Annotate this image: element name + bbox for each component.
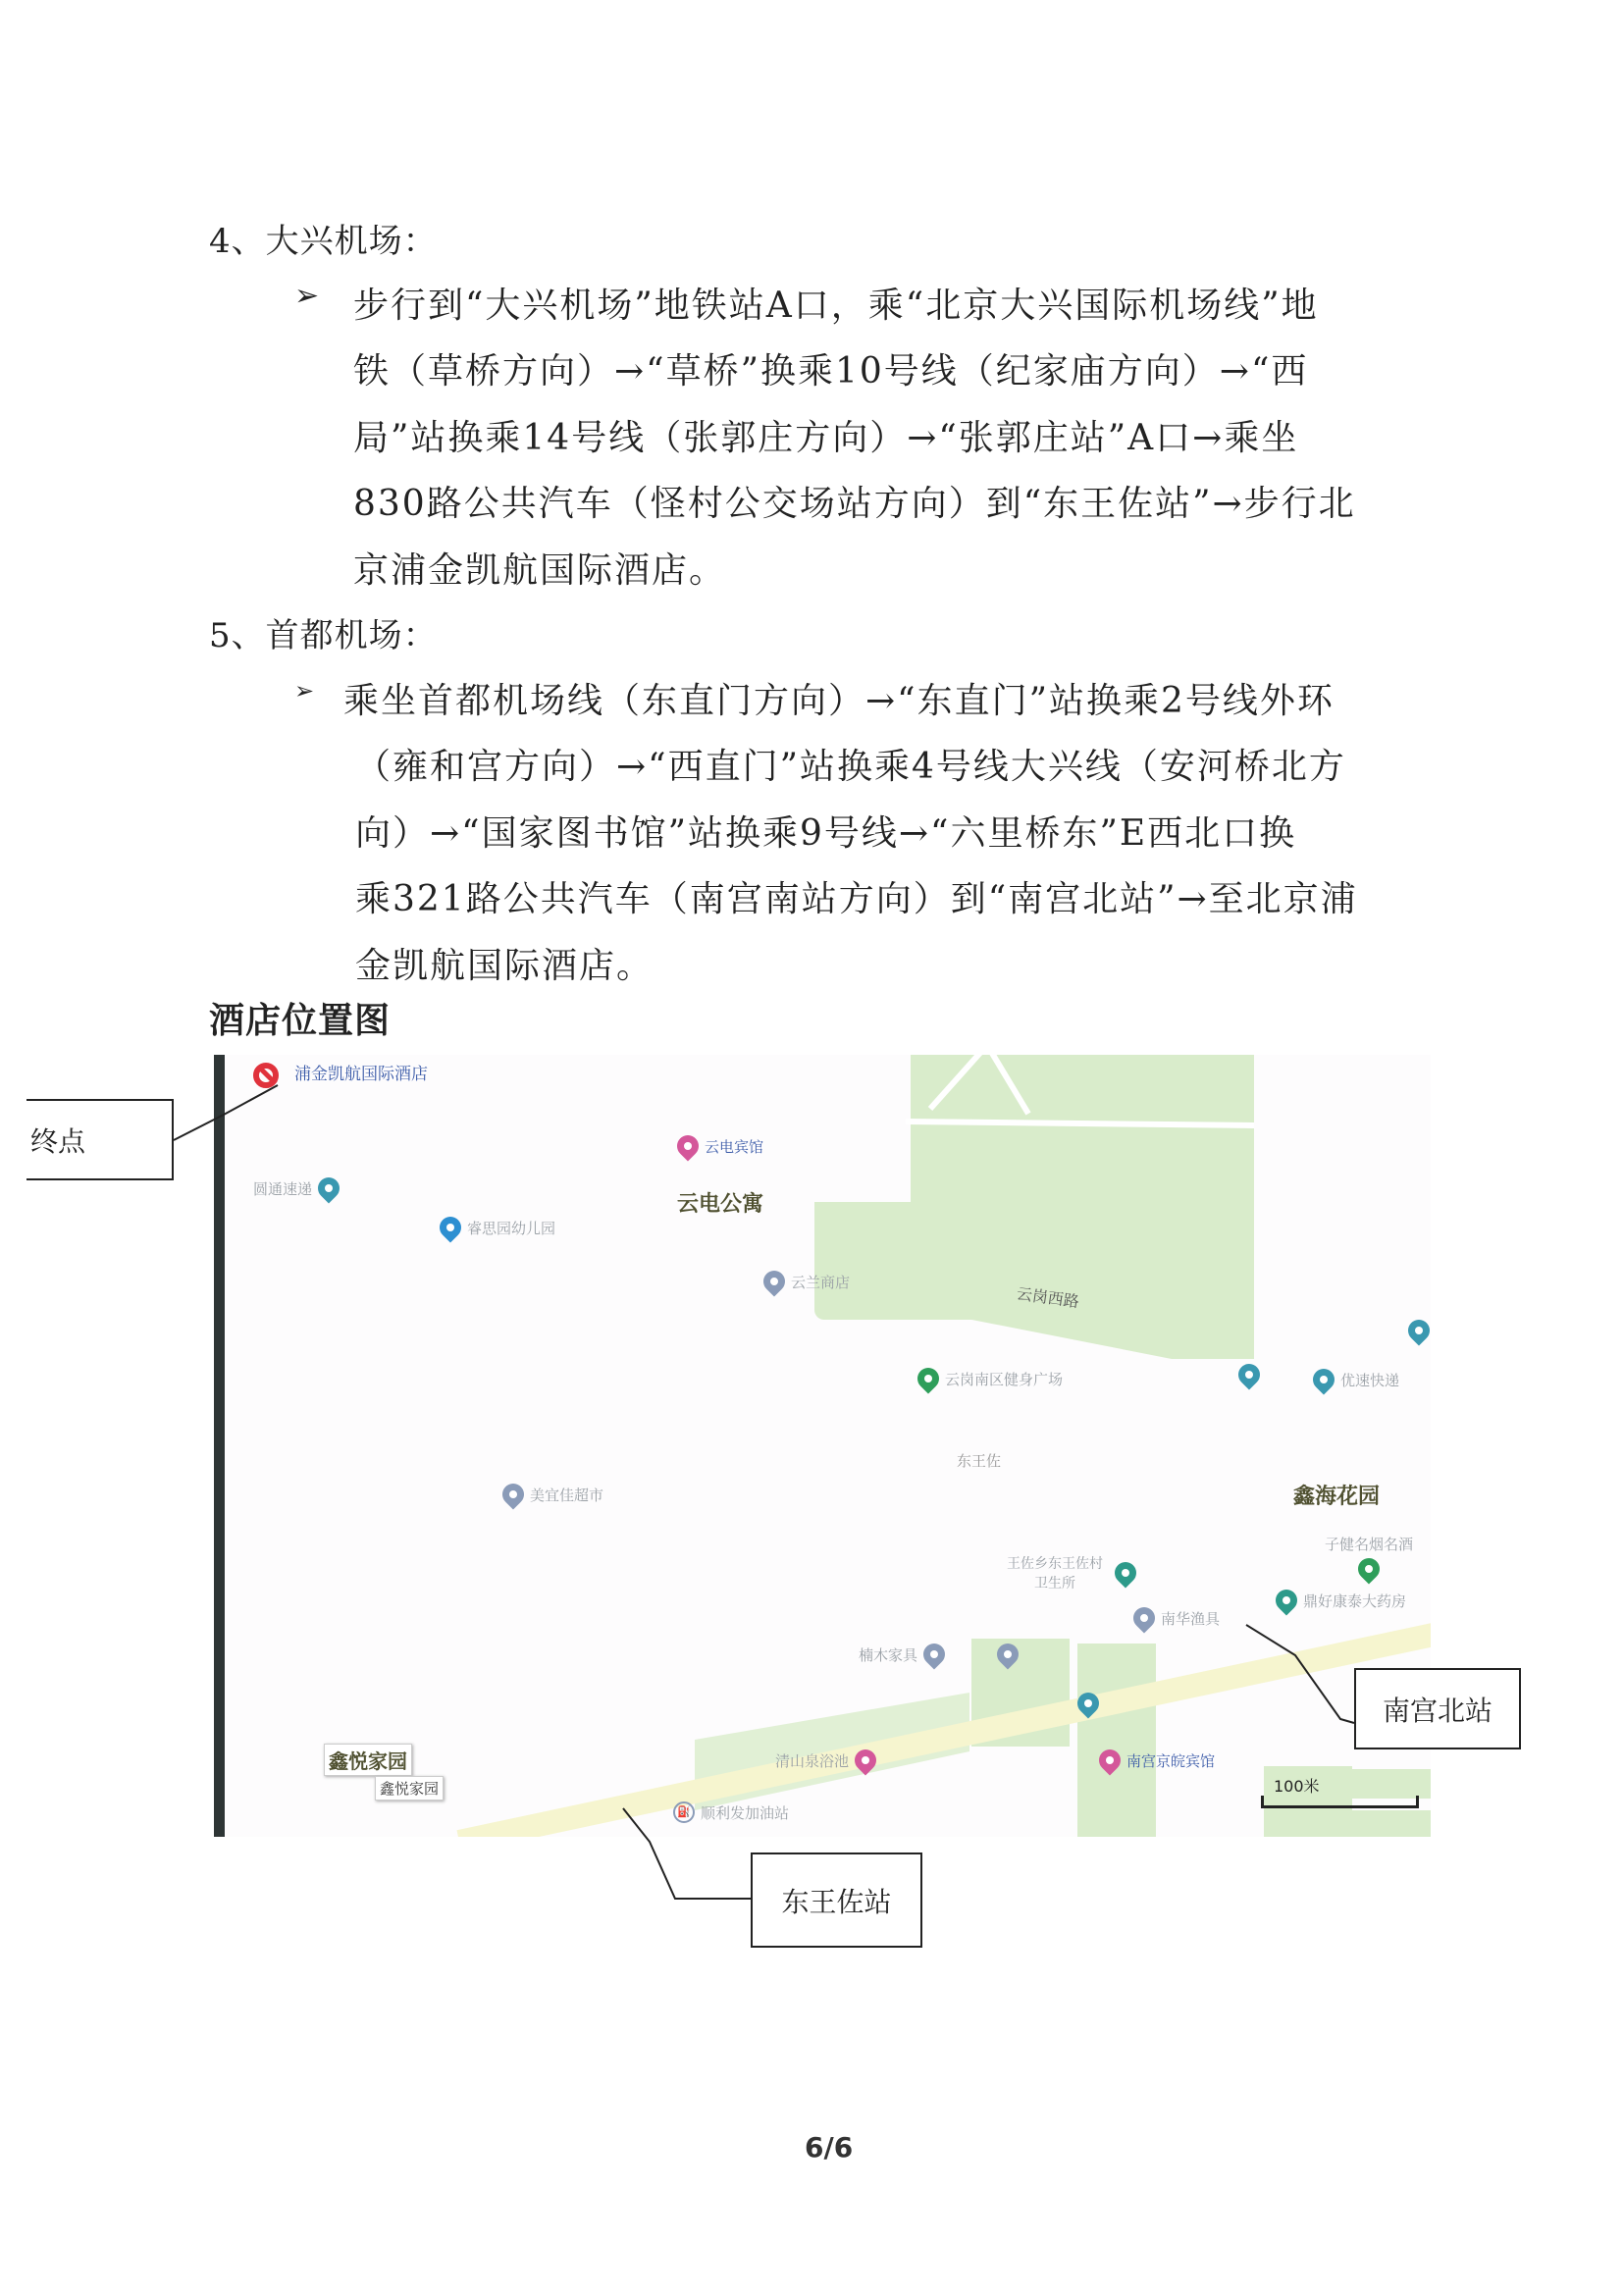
hotel-label: 浦金凯航国际酒店: [294, 1065, 428, 1084]
shop-pin-icon: [759, 1266, 789, 1296]
area-tag-xinyue: 鑫悦家园: [324, 1744, 412, 1776]
poi-nanhua-tackle[interactable]: 南华渔具: [1133, 1607, 1220, 1629]
hotel-pin-icon: [672, 1130, 703, 1161]
map-section-title: 酒店位置图: [209, 1001, 392, 1041]
poi-yto-express[interactable]: 圆通速递: [253, 1177, 340, 1199]
poi-clinic[interactable]: 王佐乡东王佐村卫生所: [1001, 1553, 1187, 1592]
clinic-pin-icon: [1110, 1557, 1140, 1588]
park-area: [1264, 1810, 1431, 1837]
callout-end-point: 终点: [26, 1099, 174, 1180]
park-area: [1077, 1644, 1156, 1837]
hotel-location-map: [214, 1055, 1431, 1837]
area-tag-xinyue-small: 鑫悦家园: [375, 1776, 444, 1800]
area-label-yundian: 云电公寓: [677, 1192, 764, 1217]
arrow-bullet-icon: ➢: [294, 677, 315, 704]
destination-marker-icon[interactable]: [253, 1063, 279, 1088]
poi-nangong-hotel[interactable]: 南宫京皖宾馆: [1099, 1749, 1215, 1771]
courier-pin-icon: [1308, 1364, 1338, 1394]
poi-yousu-express[interactable]: 优速快递: [1313, 1369, 1399, 1390]
road-label-yungang-west: 云岗西路: [1015, 1283, 1080, 1312]
park-area: [1352, 1769, 1431, 1799]
poi-restroom[interactable]: [997, 1644, 1019, 1665]
poi-gas-station[interactable]: ⛽ 顺利发加油站: [673, 1801, 789, 1823]
hotel-pin-icon: [1094, 1745, 1125, 1775]
shop-pin-icon: [1128, 1602, 1159, 1633]
paragraph-line: 金凯航国际酒店。: [355, 946, 654, 986]
poi-bathhouse[interactable]: 清山泉浴池: [775, 1749, 876, 1771]
paragraph-line: 局”站换乘14号线（张郭庄方向）→“张郭庄站”A口→乘坐: [353, 418, 1299, 458]
section-heading-capital: 5、首都机场：: [209, 616, 438, 655]
map-scale-bar: [1261, 1796, 1419, 1808]
poi-kindergarten[interactable]: 睿思园幼儿园: [440, 1217, 555, 1238]
callout-dongwangzuo-station: 东王佐站: [751, 1852, 922, 1948]
pharmacy-pin-icon: [1271, 1585, 1301, 1615]
poi-liquor[interactable]: 子健名烟名酒: [1325, 1534, 1413, 1580]
callout-nangong-north-station: 南宫北站: [1354, 1668, 1521, 1749]
poi-yunlan-shop[interactable]: 云兰商店: [763, 1271, 850, 1292]
section-heading-daxing: 4、大兴机场：: [209, 222, 438, 261]
paragraph-line: 步行到“大兴机场”地铁站A口，乘“北京大兴国际机场线”地: [353, 286, 1319, 326]
poi-parking-2[interactable]: [1077, 1693, 1099, 1714]
page-number: 6/6: [805, 2131, 854, 2164]
poi-parking[interactable]: [1238, 1364, 1260, 1385]
area-label-xinhai: 鑫海花园: [1293, 1485, 1381, 1509]
poi-furniture[interactable]: 楠木家具: [859, 1644, 945, 1665]
paragraph-line: 铁（草桥方向）→“草桥”换乘10号线（纪家庙方向）→“西: [353, 351, 1309, 391]
paragraph-line: 京浦金凯航国际酒店。: [353, 550, 727, 591]
liquor-pin-icon: [1353, 1553, 1384, 1584]
paragraph-line: （雍和宫方向）→“西直门”站换乘4号线大兴线（安河桥北方: [355, 747, 1346, 787]
parking-pin-icon: [1233, 1359, 1264, 1389]
park-area: [911, 1055, 1254, 1202]
map-scale-label: 100米: [1274, 1777, 1320, 1796]
place-label-dongwangzuo: 东王佐: [957, 1452, 1002, 1470]
poi-courier-edge[interactable]: [1408, 1320, 1430, 1341]
paragraph-line: 乘321路公共汽车（南宫南站方向）到“南宫北站”→至北京浦: [355, 879, 1358, 919]
poi-meiyijia[interactable]: 美宜佳超市: [502, 1484, 603, 1505]
poi-pharmacy[interactable]: 鼎好康泰大药房: [1276, 1590, 1406, 1611]
courier-pin-icon: [1403, 1315, 1434, 1345]
gas-station-icon: ⛽: [673, 1801, 695, 1823]
fitness-pin-icon: [913, 1363, 943, 1393]
poi-yundian-hotel[interactable]: 云电宾馆: [677, 1135, 763, 1157]
courier-pin-icon: [313, 1173, 343, 1203]
school-pin-icon: [435, 1212, 465, 1242]
poi-fitness-square[interactable]: 云岗南区健身广场: [917, 1368, 1063, 1389]
parking-pin-icon: [1073, 1688, 1103, 1718]
paragraph-line: 向）→“国家图书馆”站换乘9号线→“六里桥东”E西北口换: [355, 813, 1297, 854]
map-left-border: [214, 1055, 225, 1837]
paragraph-line: 乘坐首都机场线（东直门方向）→“东直门”站换乘2号线外环: [343, 681, 1335, 721]
paragraph-line: 830路公共汽车（怪村公交场站方向）到“东王佐站”→步行北: [353, 484, 1356, 524]
shop-pin-icon: [497, 1479, 528, 1509]
arrow-bullet-icon: ➢: [294, 279, 320, 313]
restroom-pin-icon: [992, 1639, 1022, 1669]
bath-pin-icon: [850, 1745, 880, 1775]
shop-pin-icon: [918, 1639, 949, 1669]
